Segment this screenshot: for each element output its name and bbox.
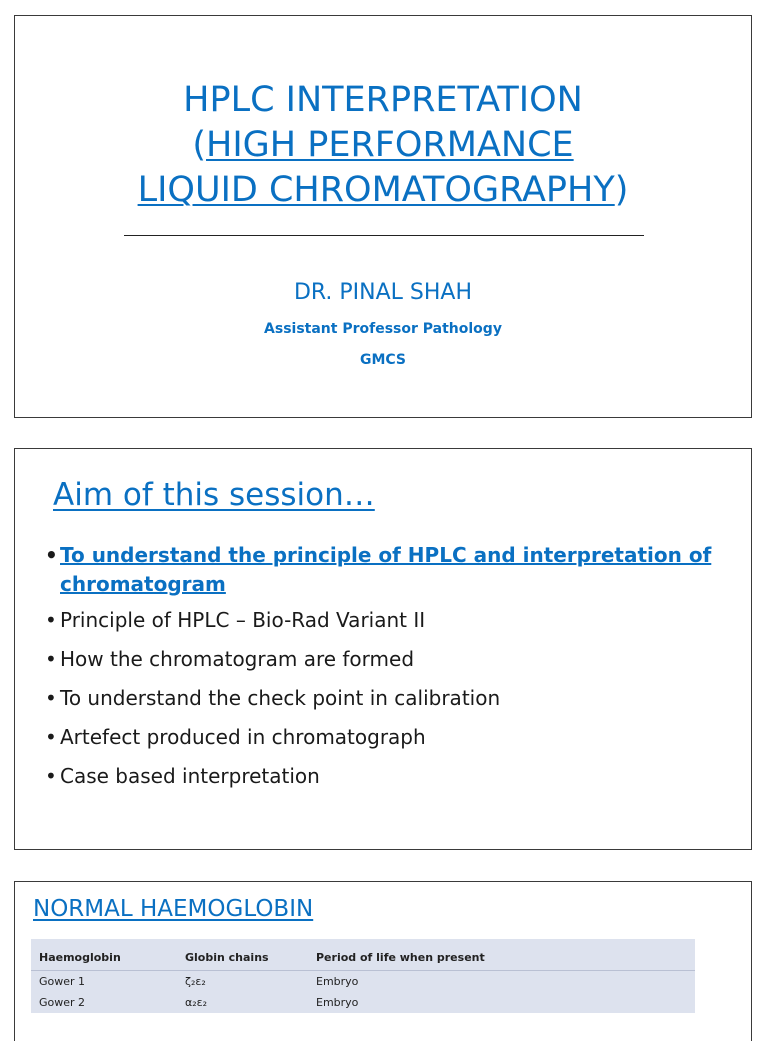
title-liquid-chromatography: LIQUID CHROMATOGRAPHY: [137, 170, 615, 210]
title-open-paren: (: [192, 125, 207, 165]
table-row: [31, 971, 695, 993]
aim-bullet: [45, 606, 725, 634]
normal-haemoglobin-slide: [14, 881, 752, 1041]
aim-heading: Aim of this session…: [53, 477, 375, 513]
aim-bullet-text: How the chromatogram are formed: [60, 647, 415, 671]
author-role: Assistant Professor Pathology: [264, 321, 502, 337]
title-line-2: [15, 123, 751, 168]
aim-bullet-text: Case based interpretation: [60, 764, 320, 788]
bullet-dot: •: [45, 543, 58, 567]
title-line-3: [15, 168, 751, 213]
table-header-row: [31, 939, 695, 971]
aim-bullet: [45, 645, 725, 673]
bullet-dot: •: [45, 608, 57, 632]
column-header: Haemoglobin: [31, 939, 177, 971]
author-name: DR. PINAL SHAH: [293, 280, 473, 305]
aim-bullet-text: To understand the principle of HPLC and interpretation of chromatogram: [60, 543, 712, 596]
bullet-dot: •: [45, 764, 57, 788]
bullet-dot: •: [45, 647, 57, 671]
title-divider: [124, 235, 644, 236]
column-header: Globin chains: [177, 939, 308, 971]
table-cell: α₂ε₂: [185, 996, 208, 1009]
normal-haemoglobin-heading: NORMAL HAEMOGLOBIN: [33, 896, 314, 922]
title-slide: [14, 15, 752, 418]
aim-bullet: [45, 762, 725, 790]
title-close-paren: ): [614, 170, 629, 210]
table-cell: ζ₂ε₂: [185, 975, 206, 988]
bullet-dot: •: [45, 725, 57, 749]
slide-title: [15, 78, 751, 213]
title-high-performance: HIGH PERFORMANCE: [206, 125, 574, 165]
aim-bullet-text: Artefect produced in chromatograph: [60, 725, 426, 749]
table-cell: Embryo: [316, 975, 359, 988]
aim-bullet: [45, 541, 725, 599]
table-cell: Embryo: [316, 996, 359, 1009]
column-header: Period of life when present: [308, 939, 695, 971]
title-line-1: HPLC INTERPRETATION: [183, 80, 583, 120]
aim-slide: [14, 448, 752, 850]
aim-bullet: [45, 723, 725, 751]
aim-bullet-text: Principle of HPLC – Bio-Rad Variant II: [60, 608, 426, 632]
table-cell: Gower 2: [39, 996, 86, 1009]
aim-bullet-text: To understand the check point in calibration: [60, 686, 501, 710]
aim-bullet: [45, 684, 725, 712]
table-row: [31, 992, 695, 1013]
aim-bullet-list: [45, 541, 725, 801]
bullet-dot: •: [45, 686, 57, 710]
haemoglobin-table: [31, 939, 695, 1013]
table-cell: Gower 1: [39, 975, 86, 988]
author-institution: GMCS: [359, 352, 407, 368]
